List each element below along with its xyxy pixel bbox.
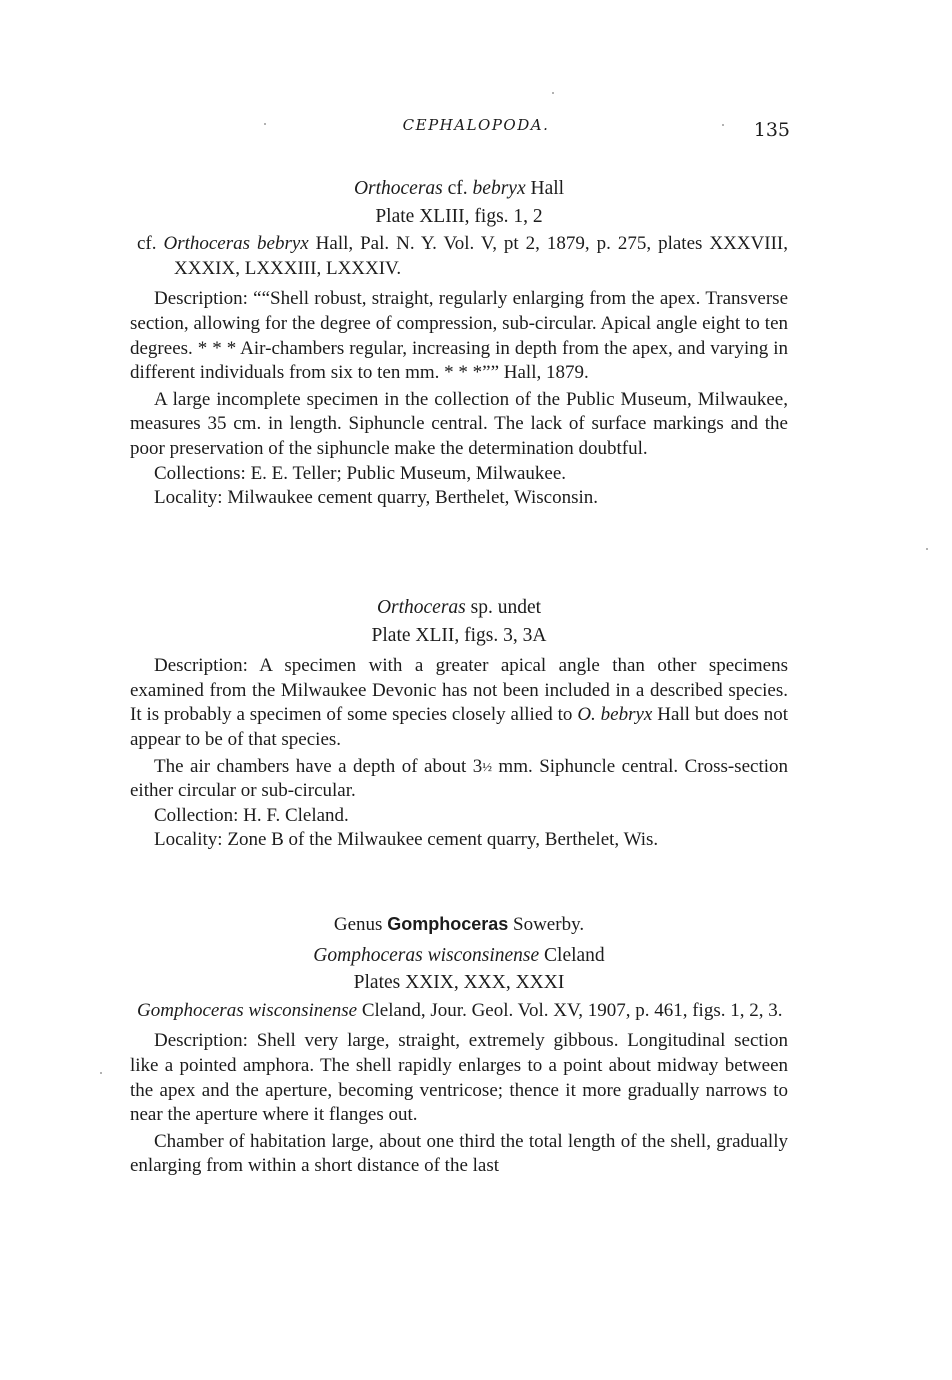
remarks-paragraph: A large incomplete specimen in the collection of the Public Museum, Milwaukee, measures 35 cm. in length. Siphuncle central. The lack of surface markings and the poor preservation of the siphuncle make the determination doubtful. <box>130 388 788 459</box>
related-species-name: O. bebryx <box>577 704 653 726</box>
section-gomphoceras <box>130 912 788 1179</box>
literature-reference <box>130 999 788 1024</box>
description-text-start: Description: A specimen with a greater apical angle than other specimens examined from the Milwaukee Devonic has not been included in a described species. It is probably a specimen of some species closely allied to <box>130 655 788 726</box>
section-orthoceras-undet <box>130 596 788 853</box>
species-author: Hall <box>525 178 565 199</box>
genus-heading <box>130 912 788 938</box>
remarks-paragraph <box>130 755 788 804</box>
scan-speck <box>552 92 554 94</box>
description-paragraph: Description: Shell very large, straight, extremely gibbous. Longitudinal section like a pointed amphora. The shell rapidly enlarges to a point about midway between the apex and the aperture, becoming ventricose; thence it more gradually narrows to near the aperture where it flanges out. <box>130 1030 788 1126</box>
section-orthoceras-bebryx <box>130 177 788 511</box>
species-qualifier: cf. <box>442 178 473 199</box>
reference-prefix: cf. <box>137 233 164 255</box>
description-text-end: Hall but does not appear to be of that species. <box>130 704 788 750</box>
reference-citation: Hall, Pal. N. Y. Vol. V, pt 2, 1879, p. 275, plates XXXVIII, XXXIX, LXXXIII, LXXXIV. <box>174 233 788 279</box>
collections-line: Collections: E. E. Teller; Public Museum, Milwaukee. <box>154 462 567 484</box>
scan-speck <box>264 123 266 125</box>
reference-species-name: Orthoceras bebryx <box>163 233 309 255</box>
plate-reference: Plate XLII, figs. 3, 3A <box>371 624 547 646</box>
species-qualifier: sp. undet <box>465 597 542 618</box>
remarks-text-end: mm. Siphuncle central. Cross-section either circular or sub-circular. <box>130 755 788 802</box>
reference-citation: Cleland, Jour. Geol. Vol. XV, 1907, p. 461, figs. 1, 2, 3. <box>357 999 783 1021</box>
plate-reference: Plate XLIII, figs. 1, 2 <box>375 205 543 227</box>
plate-reference: Plates XXIX, XXX, XXXI <box>353 972 565 994</box>
remarks-text-start: The air chambers have a depth of about 3 <box>154 755 483 777</box>
literature-reference <box>130 232 788 281</box>
locality-line: Locality: Zone B of the Milwaukee cement quarry, Berthelet, Wis. <box>154 829 659 851</box>
genus-prefix: Genus <box>333 914 388 935</box>
locality-line: Locality: Milwaukee cement quarry, Berthelet, Wisconsin. <box>154 487 599 509</box>
reference-species-name: Gomphoceras wisconsinense <box>137 999 358 1021</box>
species-heading <box>130 177 788 202</box>
scan-speck <box>722 124 724 126</box>
genus-author: Sowerby. <box>508 914 585 935</box>
scan-speck <box>100 1072 102 1074</box>
species-author: Cleland <box>539 944 605 966</box>
species-heading <box>130 944 788 969</box>
page-number: 135 <box>753 119 790 141</box>
fraction: ½ <box>482 758 492 774</box>
scan-speck <box>926 548 928 550</box>
species-name: Gomphoceras wisconsinense <box>313 944 540 966</box>
chamber-paragraph: Chamber of habitation large, about one third the total length of the shell, gradually enlarging from within a short distance of the last <box>130 1130 788 1177</box>
species-genus: Orthoceras <box>376 597 466 618</box>
collection-line: Collection: H. F. Cleland. <box>154 804 349 826</box>
genus-name: Gomphoceras <box>387 914 509 934</box>
species-heading <box>130 596 788 621</box>
species-genus: Orthoceras <box>353 178 443 199</box>
species-epithet: bebryx <box>472 178 526 199</box>
description-paragraph <box>130 654 788 752</box>
description-paragraph: Description: ““Shell robust, straight, regularly enlarging from the apex. Transverse section, allowing for the degree of compression, sub-circular. Apical angle eight to ten degrees. * * * Air-chambers regular, increasing in depth from the apex, and varying in different individuals from six to ten mm. * * *”” Hall, 1879. <box>130 288 788 384</box>
running-head: CEPHALOPODA. <box>402 116 550 134</box>
